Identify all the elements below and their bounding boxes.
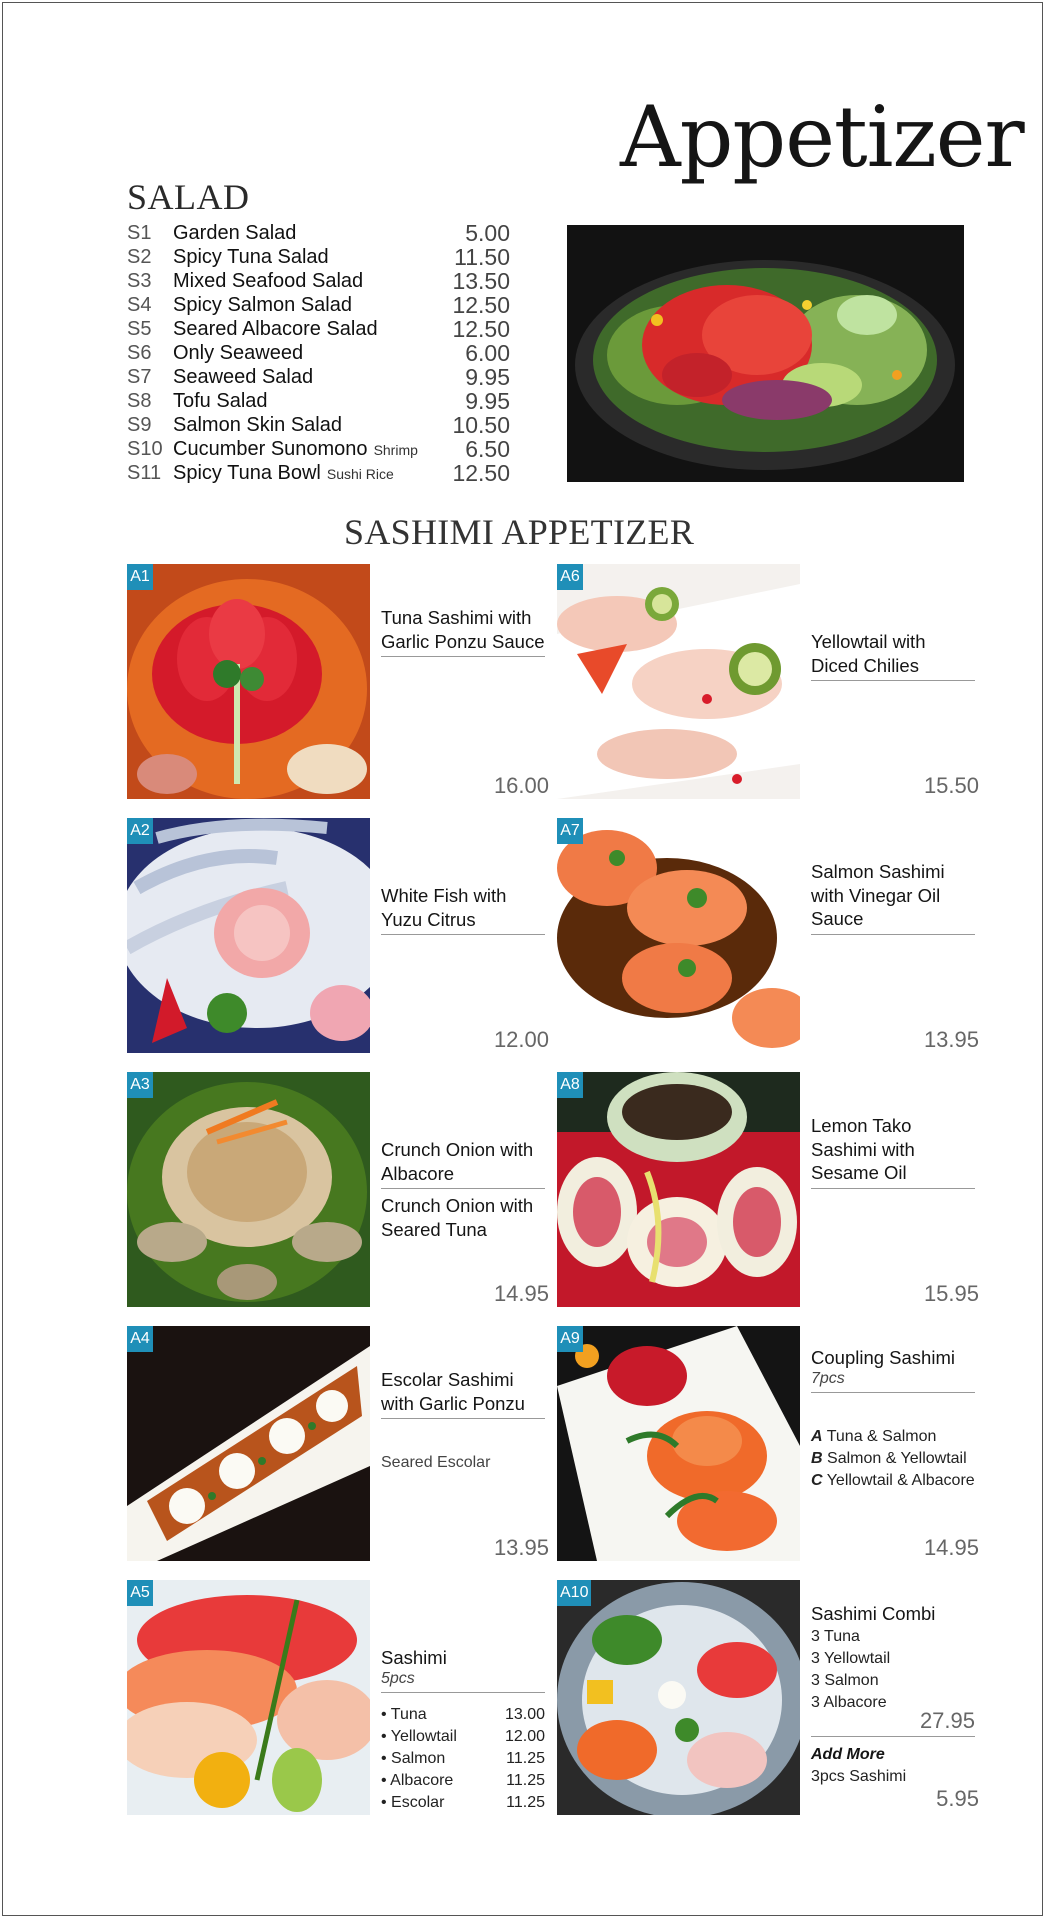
item-photo (127, 1072, 370, 1307)
option-row (381, 1726, 547, 1748)
item-code-badge: A6 (557, 564, 583, 590)
item-price: 15.95 (923, 1281, 979, 1306)
salad-name-text: Tofu Salad (173, 390, 268, 412)
salad-note: Sushi Rice (326, 466, 394, 482)
menu-item-a3 (127, 1072, 547, 1307)
choice-text: Salmon & Yellowtail (827, 1450, 967, 1467)
item-photo (127, 1326, 370, 1561)
item-name: Sashimi Combi (811, 1603, 936, 1624)
salad-code: S3 (127, 270, 152, 292)
item-price: 13.95 (923, 1027, 979, 1052)
option-row (381, 1748, 547, 1770)
menu-item-a6 (557, 564, 977, 799)
salad-name (173, 245, 329, 269)
option-row (381, 1792, 547, 1814)
option-label: • Escolar (381, 1794, 445, 1811)
menu-item-a1 (127, 564, 547, 799)
item-code-badge: A5 (127, 1580, 153, 1606)
menu-item-a10 (557, 1580, 977, 1815)
salad-row (127, 461, 512, 485)
item-name: Tuna Sashimi with Garlic Ponzu Sauce (381, 606, 545, 657)
menu-item-a9 (557, 1326, 977, 1561)
item-photo (557, 1072, 800, 1307)
option-label: • Tuna (381, 1706, 427, 1723)
item-code-badge: A3 (127, 1072, 153, 1098)
item-photo (127, 818, 370, 1053)
item-photo (557, 1326, 800, 1561)
menu-item-a8 (557, 1072, 977, 1307)
sashimi-heading: SASHIMI APPETIZER (344, 512, 695, 552)
salad-name (173, 317, 378, 341)
salad-price: 12.50 (452, 292, 510, 318)
item-photo (557, 564, 800, 799)
salad-name-text: Spicy Salmon Salad (173, 294, 352, 316)
item-photo (127, 564, 370, 799)
item-photo (557, 818, 800, 1053)
combo-contents (811, 1626, 977, 1714)
menu-item-a7 (557, 818, 977, 1053)
choice-item (811, 1448, 1011, 1470)
salad-code: S11 (127, 462, 162, 484)
item-photo (127, 1580, 370, 1815)
option-price: 11.25 (506, 1750, 545, 1767)
choice-letter: C (811, 1472, 823, 1489)
salad-row (127, 245, 512, 269)
salad-code: S9 (127, 414, 152, 436)
salad-row (127, 389, 512, 413)
salad-price: 11.50 (454, 244, 510, 270)
salad-row (127, 365, 512, 389)
item-name: Escolar Sashimi with Garlic Ponzu (381, 1368, 545, 1419)
combo-item: 3 Yellowtail (811, 1650, 891, 1667)
item-code-badge: A2 (127, 818, 153, 844)
option-price: 12.00 (504, 1728, 545, 1745)
salad-name-text: Spicy Tuna Bowl (173, 462, 321, 484)
salad-name-text: Spicy Tuna Salad (173, 246, 329, 268)
salad-price: 10.50 (452, 412, 510, 438)
salad-price: 9.95 (465, 364, 510, 390)
page-title: Appetizer (620, 88, 1024, 186)
salad-photo (567, 225, 964, 482)
salad-heading: SALAD (127, 177, 250, 217)
item-code-badge: A7 (557, 818, 583, 844)
salad-price: 6.50 (465, 436, 510, 462)
salad-row (127, 293, 512, 317)
add-more-label: Add More (811, 1746, 885, 1763)
salad-name (173, 293, 352, 317)
salad-name (173, 341, 303, 365)
salad-code: S8 (127, 390, 152, 412)
salad-price: 6.00 (465, 340, 510, 366)
salad-row (127, 317, 512, 341)
option-label: • Albacore (381, 1772, 454, 1789)
item-name: Salmon Sashimi with Vinegar Oil Sauce (811, 860, 975, 935)
menu-item-a5 (127, 1580, 547, 1815)
item-name-block (811, 1346, 975, 1393)
salad-row (127, 413, 512, 437)
option-list (381, 1704, 547, 1814)
option-label: • Yellowtail (381, 1728, 457, 1745)
choice-item (811, 1426, 1011, 1448)
option-price: 13.00 (504, 1706, 545, 1723)
salad-code: S10 (127, 438, 163, 460)
menu-item-a4 (127, 1326, 547, 1561)
salad-name (173, 461, 394, 486)
item-name: Coupling Sashimi (811, 1347, 955, 1368)
item-name-block (381, 1646, 545, 1693)
salad-name (173, 221, 296, 245)
choice-item (811, 1470, 1011, 1492)
add-more-price: 5.95 (936, 1786, 979, 1811)
choice-list (811, 1426, 1011, 1492)
salad-price: 12.50 (452, 460, 510, 486)
salad-row (127, 269, 512, 293)
item-price: 14.95 (923, 1535, 979, 1560)
item-alt-name: Crunch Onion with Seared Tuna (381, 1195, 534, 1240)
salad-name-text: Seaweed Salad (173, 366, 314, 388)
salad-price: 5.00 (465, 220, 510, 246)
item-name: Crunch Onion with Albacore (381, 1138, 545, 1189)
option-row (381, 1770, 547, 1792)
salad-price: 12.50 (452, 316, 510, 342)
salad-name (173, 413, 342, 437)
combo-item: 3 Salmon (811, 1672, 879, 1689)
salad-code: S7 (127, 366, 152, 388)
choice-text: Yellowtail & Albacore (826, 1472, 975, 1489)
salad-note: Shrimp (373, 442, 418, 458)
item-price: 16.00 (493, 773, 549, 798)
item-price: 12.00 (493, 1027, 549, 1052)
salad-name-text: Garden Salad (173, 222, 297, 244)
option-price: 11.25 (506, 1772, 545, 1789)
item-code-badge: A4 (127, 1326, 153, 1352)
salad-name-text: Seared Albacore Salad (173, 318, 378, 340)
item-name: Yellowtail with Diced Chilies (811, 630, 975, 681)
salad-row (127, 341, 512, 365)
salad-name (173, 269, 363, 293)
item-code-badge: A9 (557, 1326, 583, 1352)
salad-code: S5 (127, 318, 152, 340)
salad-name (173, 437, 418, 462)
option-label: • Salmon (381, 1750, 446, 1767)
item-code-badge: A8 (557, 1072, 583, 1098)
salad-row (127, 221, 512, 245)
salad-price: 13.50 (452, 268, 510, 294)
item-code-badge: A10 (557, 1580, 591, 1606)
add-more-desc: 3pcs Sashimi (811, 1768, 907, 1785)
item-price: 13.95 (493, 1535, 549, 1560)
item-pieces: 7pcs (811, 1369, 845, 1387)
salad-name-text: Only Seaweed (173, 342, 304, 364)
choice-letter: B (811, 1450, 823, 1467)
salad-name (173, 389, 268, 413)
choice-letter: A (811, 1428, 823, 1445)
menu-item-a2 (127, 818, 547, 1053)
item-name: White Fish with Yuzu Citrus (381, 884, 545, 935)
item-photo (557, 1580, 800, 1815)
item-price: 15.50 (923, 773, 979, 798)
salad-code: S1 (127, 222, 152, 244)
salad-name-text: Cucumber Sunomono (173, 438, 368, 460)
combo-item: 3 Albacore (811, 1694, 887, 1711)
item-price: 27.95 (811, 1708, 975, 1737)
combo-item: 3 Tuna (811, 1628, 860, 1645)
option-row (381, 1704, 547, 1726)
salad-name-text: Mixed Seafood Salad (173, 270, 364, 292)
item-price: 14.95 (493, 1281, 549, 1306)
item-pieces: 5pcs (381, 1669, 415, 1687)
salad-code: S6 (127, 342, 152, 364)
item-code-badge: A1 (127, 564, 153, 590)
item-name: Lemon Tako Sashimi with Sesame Oil (811, 1114, 975, 1189)
option-price: 11.25 (506, 1794, 545, 1811)
salad-row (127, 437, 512, 461)
salad-price: 9.95 (465, 388, 510, 414)
salad-code: S2 (127, 246, 152, 268)
salad-code: S4 (127, 294, 152, 316)
item-name: Sashimi (381, 1647, 447, 1668)
choice-text: Tuna & Salmon (826, 1428, 937, 1445)
salad-name (173, 365, 313, 389)
salad-list (127, 221, 512, 485)
item-sub: Seared Escolar (381, 1454, 491, 1471)
salad-name-text: Salmon Skin Salad (173, 414, 342, 436)
